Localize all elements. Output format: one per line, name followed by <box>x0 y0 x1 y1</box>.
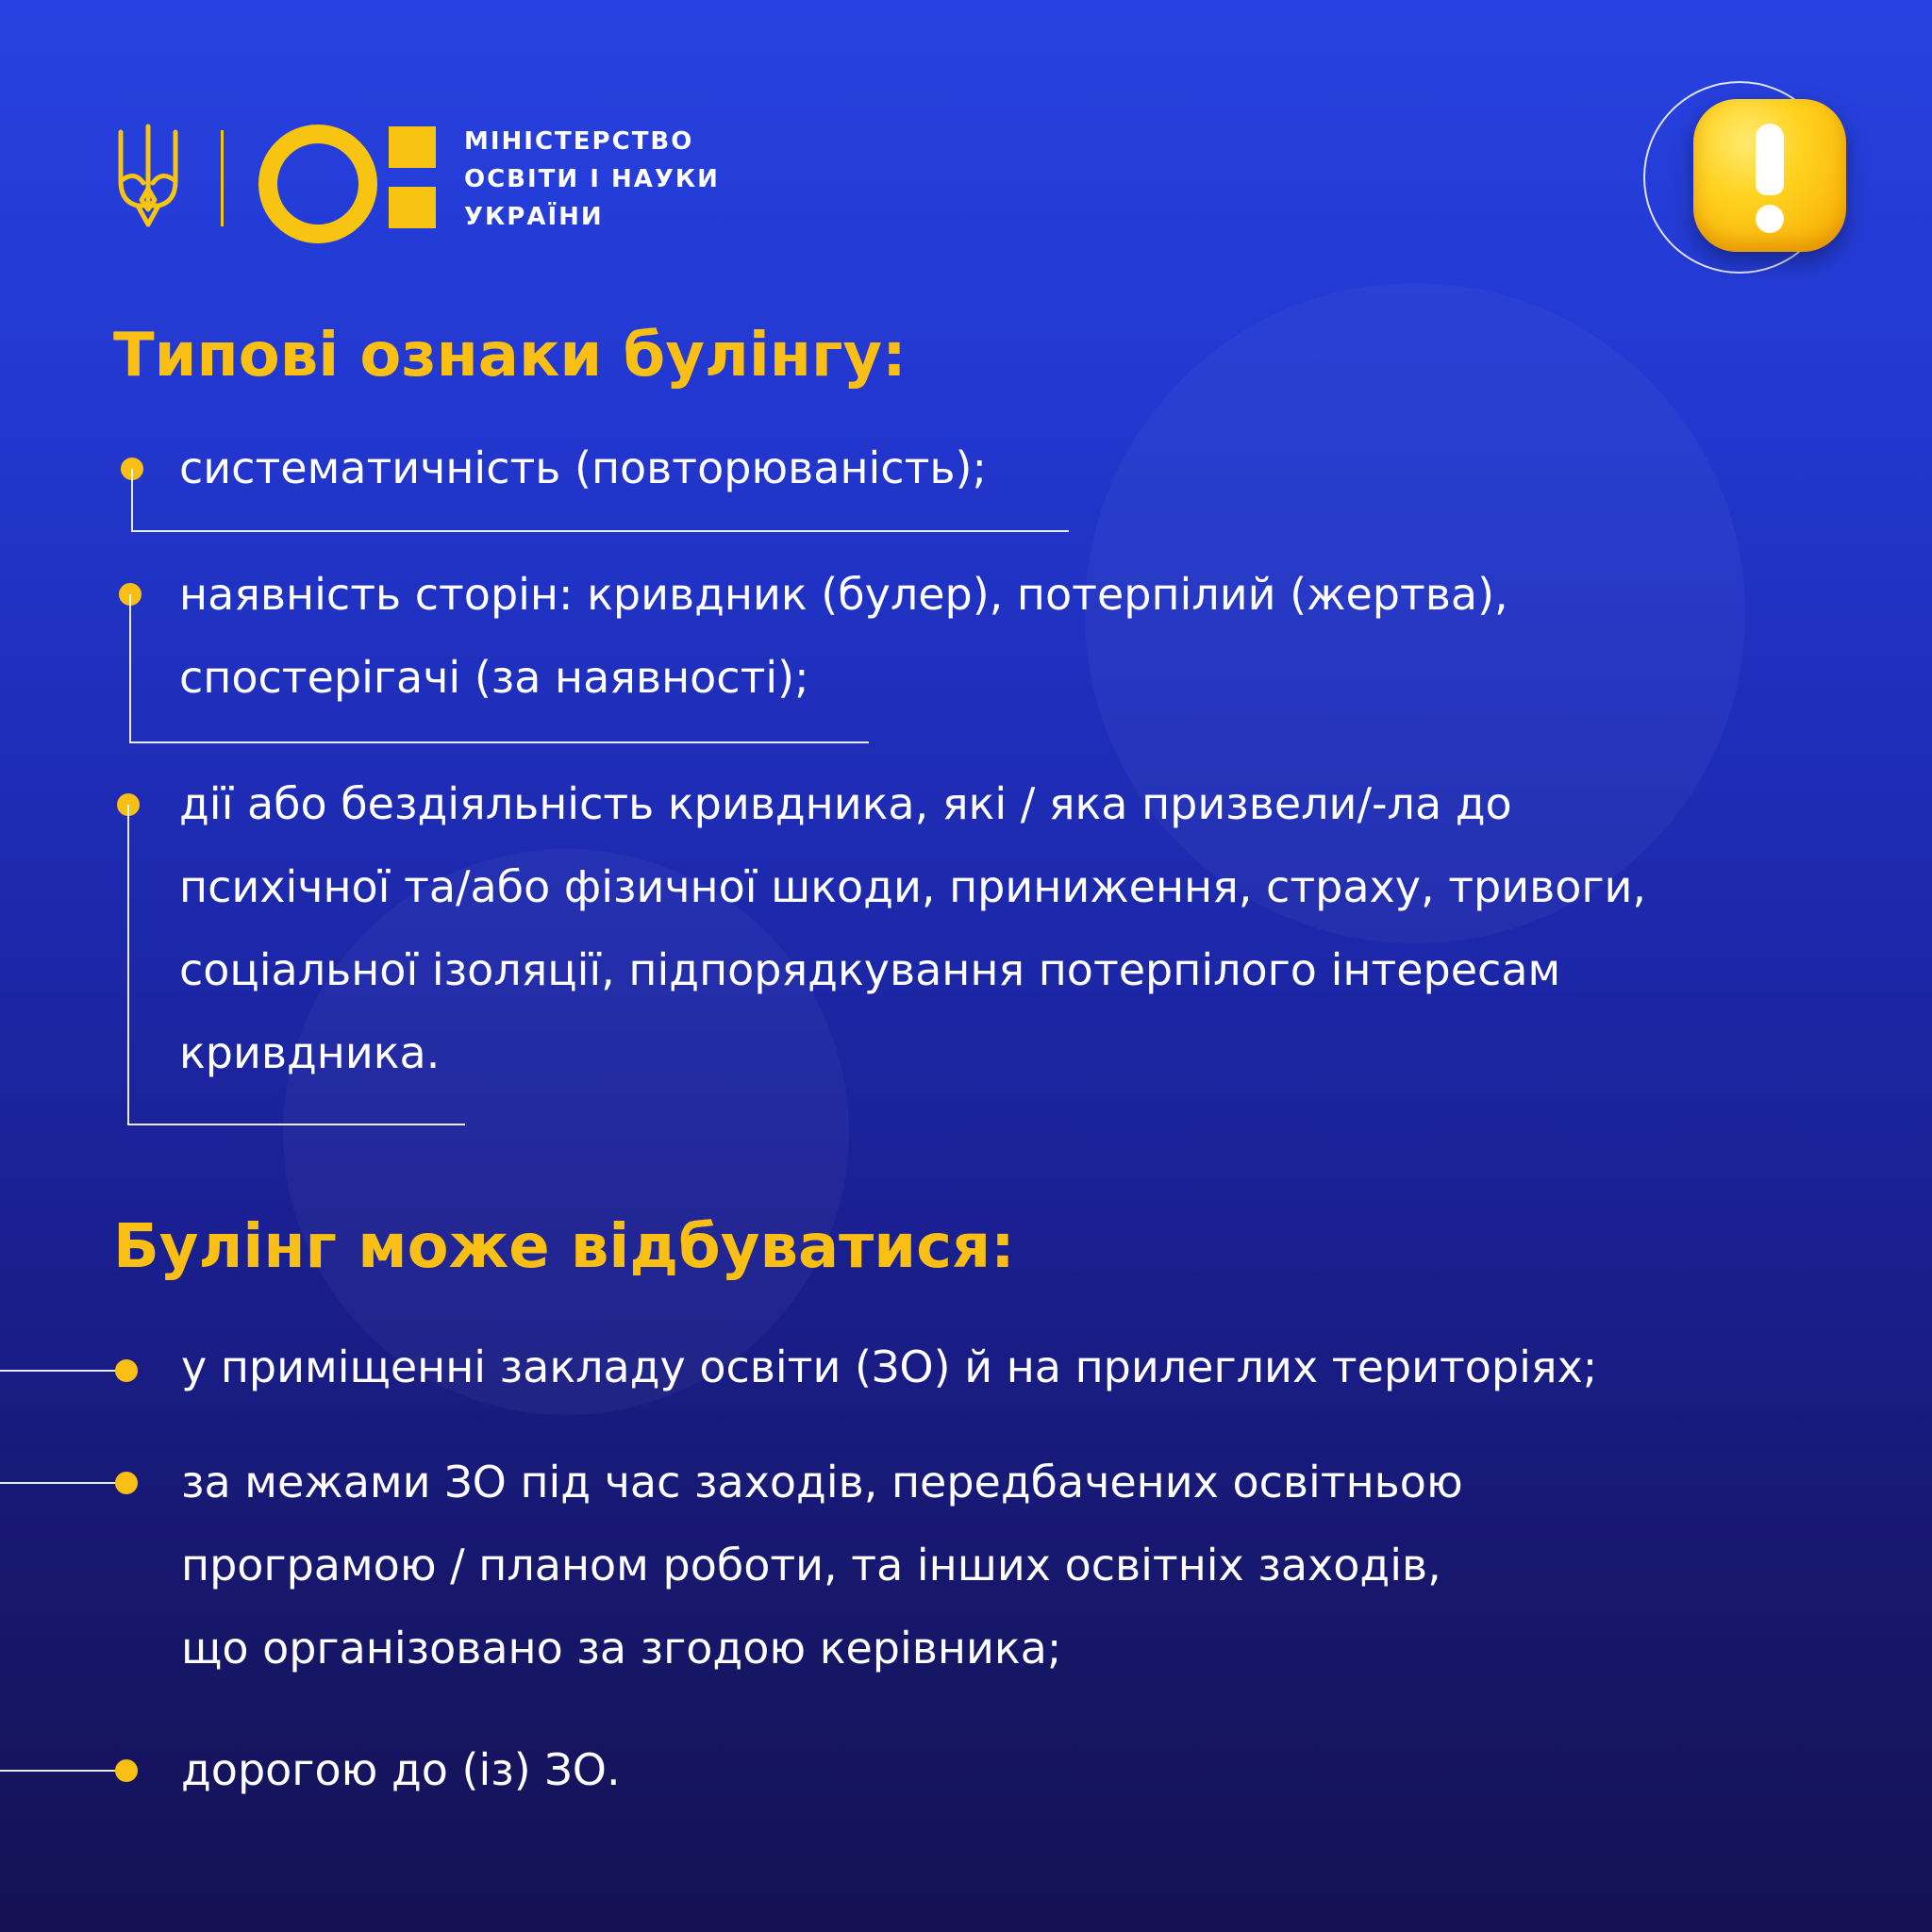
list-item-text: спостерігачі (за наявності); <box>179 652 809 703</box>
list-item-text: кривдника. <box>179 1027 441 1078</box>
list-item <box>181 1728 621 1811</box>
list-item-text: що організовано за згодою керівника; <box>181 1623 1062 1674</box>
bracket-line <box>129 741 869 743</box>
list-item <box>181 1325 1597 1408</box>
bracket-line <box>129 594 131 742</box>
list-item <box>179 762 1646 1094</box>
bullet-icon <box>115 1359 138 1382</box>
list-item-text: соціальної ізоляції, підпорядкування потерпілого інтересам <box>179 944 1561 995</box>
connector-line <box>0 1482 117 1484</box>
bullet-icon <box>115 1759 138 1782</box>
exclamation-bar <box>1756 124 1784 195</box>
ministry-name-line: ОСВІТИ І НАУКИ <box>464 165 720 193</box>
logo-block-mark <box>389 126 436 168</box>
list-item-text: дії або бездіяльність кривдника, які / яка призвели/-ла до <box>179 778 1512 829</box>
bullet-icon <box>115 1472 138 1494</box>
list-item-text: дорогою до (із) ЗО. <box>181 1744 621 1795</box>
list-item-text: систематичність (повторюваність); <box>179 442 987 493</box>
list-item <box>179 553 1508 719</box>
list-item-text: програмою / планом роботи, та інших освітніх заходів, <box>181 1540 1441 1591</box>
bracket-line <box>131 469 133 531</box>
logo-circle-mark <box>258 125 377 243</box>
ministry-name <box>464 123 720 236</box>
connector-line <box>0 1770 117 1772</box>
connector-line <box>0 1370 117 1372</box>
list-item <box>179 426 987 509</box>
list-item <box>181 1441 1463 1690</box>
list-item-text: наявність сторін: кривдник (булер), потерпілий (жертва), <box>179 569 1508 620</box>
bracket-line <box>131 530 1069 532</box>
ministry-name-line: МІНІСТЕРСТВО <box>464 127 694 156</box>
logo-block-mark <box>389 187 436 228</box>
bracket-line <box>127 805 129 1124</box>
section-title: Булінг може відбуватися: <box>113 1212 1015 1282</box>
exclamation-dot <box>1756 205 1784 233</box>
section-title: Типові ознаки булінгу: <box>113 321 907 391</box>
list-item-text: психічної та/або фізичної шкоди, приниження, страху, тривоги, <box>179 861 1647 912</box>
trident-icon <box>115 123 181 232</box>
bracket-line <box>127 1124 465 1125</box>
exclamation-icon <box>1693 99 1846 252</box>
ministry-name-line: УКРАЇНИ <box>464 203 604 231</box>
list-item-text: у приміщенні закладу освіти (ЗО) й на прилеглих територіях; <box>181 1341 1598 1392</box>
list-item-text: за межами ЗО під час заходів, передбачених освітньою <box>181 1457 1463 1507</box>
logo-divider <box>221 130 224 226</box>
